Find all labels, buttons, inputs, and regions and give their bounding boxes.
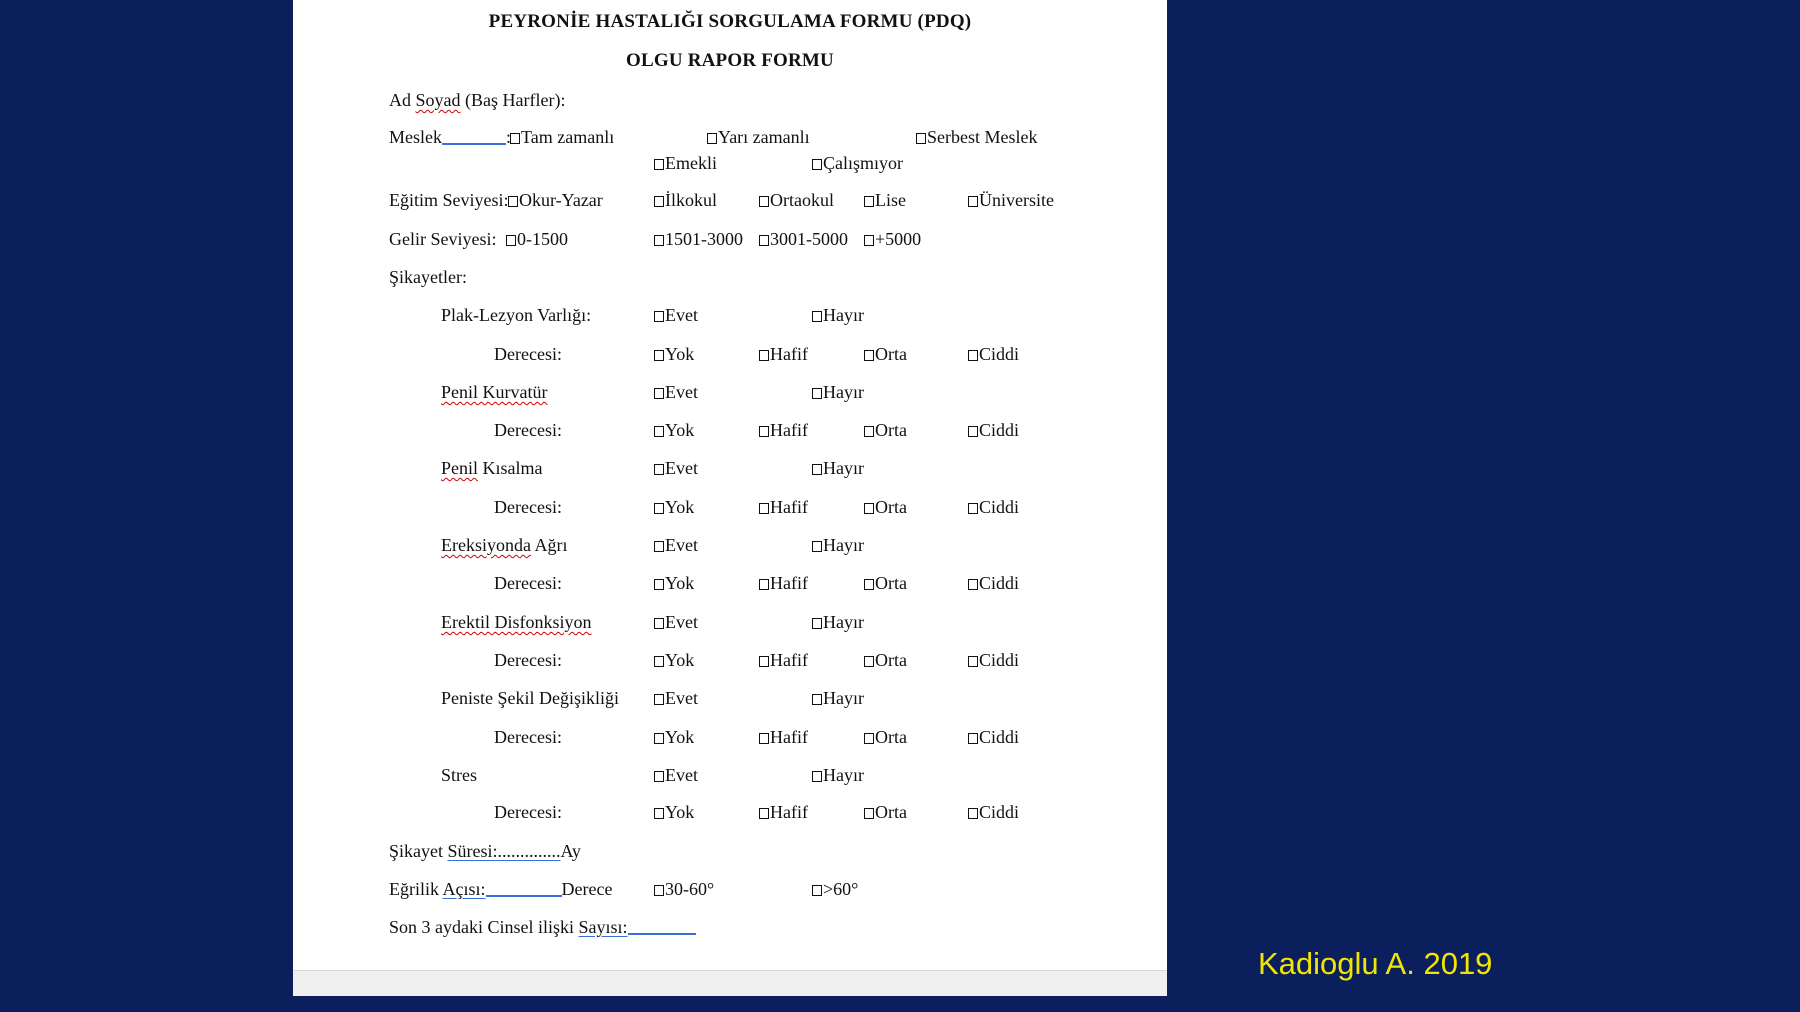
- checkbox-icon: [510, 133, 520, 144]
- checkbox-icon: [654, 541, 664, 552]
- angle-option-30-60[interactable]: 30-60°: [654, 878, 714, 900]
- checkbox-icon: [654, 885, 664, 896]
- checkbox-icon: [812, 388, 822, 399]
- education-option-highschool[interactable]: Lise: [864, 189, 906, 211]
- complaint-stress-no[interactable]: Hayır: [812, 764, 864, 786]
- complaint-curvature-no[interactable]: Hayır: [812, 381, 864, 403]
- degree-none[interactable]: Yok: [654, 726, 694, 748]
- checkbox-icon: [916, 133, 926, 144]
- occupation-option-parttime[interactable]: Yarı zamanlı: [707, 126, 810, 148]
- degree-mild[interactable]: Hafif: [759, 419, 808, 441]
- degree-mild[interactable]: Hafif: [759, 649, 808, 671]
- occupation-option-selfemployed[interactable]: Serbest Meslek: [916, 126, 1037, 148]
- checkbox-icon: [654, 771, 664, 782]
- checkbox-icon: [864, 656, 874, 667]
- checkbox-icon: [968, 196, 978, 207]
- degree-label: Derecesi:: [494, 802, 562, 822]
- checkbox-icon: [968, 350, 978, 361]
- checkbox-icon: [812, 159, 822, 170]
- checkbox-icon: [864, 808, 874, 819]
- degree-moderate[interactable]: Orta: [864, 343, 907, 365]
- checkbox-icon: [654, 311, 664, 322]
- checkbox-icon: [654, 159, 664, 170]
- intercourse-blank[interactable]: [628, 917, 696, 935]
- checkbox-icon: [864, 235, 874, 246]
- degree-severe[interactable]: Ciddi: [968, 419, 1019, 441]
- checkbox-icon: [654, 464, 664, 475]
- complaint-curvature-yes[interactable]: Evet: [654, 381, 698, 403]
- complaint-plaque-no[interactable]: Hayır: [812, 304, 864, 326]
- income-option-2[interactable]: 1501-3000: [654, 228, 743, 250]
- checkbox-icon: [759, 656, 769, 667]
- degree-label: Derecesi:: [494, 497, 562, 517]
- checkbox-icon: [759, 579, 769, 590]
- checkbox-icon: [654, 694, 664, 705]
- degree-moderate[interactable]: Orta: [864, 572, 907, 594]
- degree-mild[interactable]: Hafif: [759, 572, 808, 594]
- form-title: PEYRONİE HASTALIĞI SORGULAMA FORMU (PDQ): [488, 11, 972, 32]
- complaint-plaque-yes[interactable]: Evet: [654, 304, 698, 326]
- degree-severe[interactable]: Ciddi: [968, 496, 1019, 518]
- income-label: Gelir Seviyesi:: [389, 229, 497, 249]
- checkbox-icon: [864, 503, 874, 514]
- checkbox-icon: [812, 464, 822, 475]
- complaint-label-ed: Erektil Disfonksiyon: [441, 612, 592, 632]
- education-option-literate[interactable]: Okur-Yazar: [508, 189, 603, 211]
- checkbox-icon: [968, 579, 978, 590]
- complaint-label-shortening: Penil Kısalma: [441, 458, 543, 478]
- complaint-shape-no[interactable]: Hayır: [812, 687, 864, 709]
- checkbox-icon: [759, 733, 769, 744]
- degree-severe[interactable]: Ciddi: [968, 726, 1019, 748]
- education-option-university[interactable]: Üniversite: [968, 189, 1054, 211]
- complaint-shortening-no[interactable]: Hayır: [812, 457, 864, 479]
- checkbox-icon: [654, 235, 664, 246]
- intercourse-count: Son 3 aydaki Cinsel ilişki Sayısı:: [389, 916, 696, 938]
- page-bottom-strip: [293, 970, 1167, 996]
- degree-mild[interactable]: Hafif: [759, 496, 808, 518]
- degree-label: Derecesi:: [494, 420, 562, 440]
- complaint-label-shape: Peniste Şekil Değişikliği: [441, 688, 619, 708]
- complaint-stress-yes[interactable]: Evet: [654, 764, 698, 786]
- checkbox-icon: [654, 733, 664, 744]
- degree-mild[interactable]: Hafif: [759, 801, 808, 823]
- degree-none[interactable]: Yok: [654, 572, 694, 594]
- complaints-label: Şikayetler:: [389, 267, 467, 287]
- checkbox-icon: [654, 656, 664, 667]
- education-option-primary[interactable]: İlkokul: [654, 189, 717, 211]
- checkbox-icon: [759, 808, 769, 819]
- checkbox-icon: [812, 771, 822, 782]
- checkbox-icon: [759, 426, 769, 437]
- checkbox-icon: [654, 350, 664, 361]
- complaint-label-stress: Stres: [441, 765, 477, 785]
- checkbox-icon: [654, 618, 664, 629]
- degree-severe[interactable]: Ciddi: [968, 801, 1019, 823]
- degree-label: Derecesi:: [494, 727, 562, 747]
- angle-option-over-60[interactable]: >60°: [812, 878, 858, 900]
- angle-field[interactable]: Açısı:: [442, 879, 486, 899]
- checkbox-icon: [968, 656, 978, 667]
- complaint-shortening-yes[interactable]: Evet: [654, 457, 698, 479]
- income-option-1[interactable]: 0-1500: [506, 228, 568, 250]
- occupation-option-fulltime[interactable]: Tam zamanlı: [510, 126, 614, 148]
- complaint-ed-no[interactable]: Hayır: [812, 611, 864, 633]
- income-option-3[interactable]: 3001-5000: [759, 228, 848, 250]
- checkbox-icon: [654, 503, 664, 514]
- form-subtitle: OLGU RAPOR FORMU: [626, 50, 834, 71]
- degree-mild[interactable]: Hafif: [759, 343, 808, 365]
- checkbox-icon: [968, 426, 978, 437]
- complaint-pain-no[interactable]: Hayır: [812, 534, 864, 556]
- checkbox-icon: [707, 133, 717, 144]
- degree-none[interactable]: Yok: [654, 419, 694, 441]
- occupation-option-retired[interactable]: Emekli: [654, 152, 717, 174]
- checkbox-icon: [864, 196, 874, 207]
- degree-none[interactable]: Yok: [654, 649, 694, 671]
- complaint-pain-yes[interactable]: Evet: [654, 534, 698, 556]
- checkbox-icon: [812, 618, 822, 629]
- education-label: Eğitim Seviyesi:: [389, 190, 509, 210]
- complaint-label-plaque: Plak-Lezyon Varlığı:: [441, 305, 592, 325]
- checkbox-icon: [759, 235, 769, 246]
- complaint-ed-yes[interactable]: Evet: [654, 611, 698, 633]
- duration-field[interactable]: Süresi:..............: [447, 841, 561, 861]
- checkbox-icon: [654, 196, 664, 207]
- checkbox-icon: [654, 808, 664, 819]
- degree-none[interactable]: Yok: [654, 343, 694, 365]
- checkbox-icon: [864, 350, 874, 361]
- degree-severe[interactable]: Ciddi: [968, 343, 1019, 365]
- curvature-angle: Eğrilik Açısı: Derece: [389, 879, 613, 899]
- degree-none[interactable]: Yok: [654, 801, 694, 823]
- complaint-label-pain: Ereksiyonda Ağrı: [441, 535, 568, 555]
- citation: Kadioglu A. 2019: [1258, 946, 1493, 981]
- complaint-duration: Şikayet Süresi:..............Ay: [389, 841, 581, 861]
- checkbox-icon: [864, 426, 874, 437]
- degree-mild[interactable]: Hafif: [759, 726, 808, 748]
- degree-label: Derecesi:: [494, 650, 562, 670]
- occupation-option-unemployed[interactable]: Çalışmıyor: [812, 152, 903, 174]
- occupation-label: Meslek :: [389, 127, 512, 147]
- occupation-blank[interactable]: [442, 127, 506, 145]
- degree-moderate[interactable]: Orta: [864, 649, 907, 671]
- name-label: Ad Soyad (Baş Harfler):: [389, 90, 566, 110]
- checkbox-icon: [759, 503, 769, 514]
- intercourse-field[interactable]: Sayısı:: [578, 917, 628, 937]
- checkbox-icon: [654, 426, 664, 437]
- checkbox-icon: [508, 196, 518, 207]
- checkbox-icon: [654, 579, 664, 590]
- degree-moderate[interactable]: Orta: [864, 801, 907, 823]
- checkbox-icon: [864, 733, 874, 744]
- checkbox-icon: [654, 388, 664, 399]
- checkbox-icon: [968, 503, 978, 514]
- checkbox-icon: [759, 196, 769, 207]
- checkbox-icon: [812, 885, 822, 896]
- degree-label: Derecesi:: [494, 344, 562, 364]
- degree-moderate[interactable]: Orta: [864, 496, 907, 518]
- checkbox-icon: [968, 733, 978, 744]
- degree-label: Derecesi:: [494, 573, 562, 593]
- complaint-label-curvature: Penil Kurvatür: [441, 382, 548, 402]
- angle-blank[interactable]: [486, 879, 562, 897]
- checkbox-icon: [812, 311, 822, 322]
- degree-severe[interactable]: Ciddi: [968, 649, 1019, 671]
- complaint-shape-yes[interactable]: Evet: [654, 687, 698, 709]
- degree-none[interactable]: Yok: [654, 496, 694, 518]
- degree-moderate[interactable]: Orta: [864, 419, 907, 441]
- checkbox-icon: [812, 541, 822, 552]
- education-option-middle[interactable]: Ortaokul: [759, 189, 834, 211]
- degree-severe[interactable]: Ciddi: [968, 572, 1019, 594]
- degree-moderate[interactable]: Orta: [864, 726, 907, 748]
- income-option-4[interactable]: +5000: [864, 228, 921, 250]
- checkbox-icon: [968, 808, 978, 819]
- checkbox-icon: [759, 350, 769, 361]
- form-page: [293, 0, 1167, 995]
- checkbox-icon: [812, 694, 822, 705]
- checkbox-icon: [506, 235, 516, 246]
- checkbox-icon: [864, 579, 874, 590]
